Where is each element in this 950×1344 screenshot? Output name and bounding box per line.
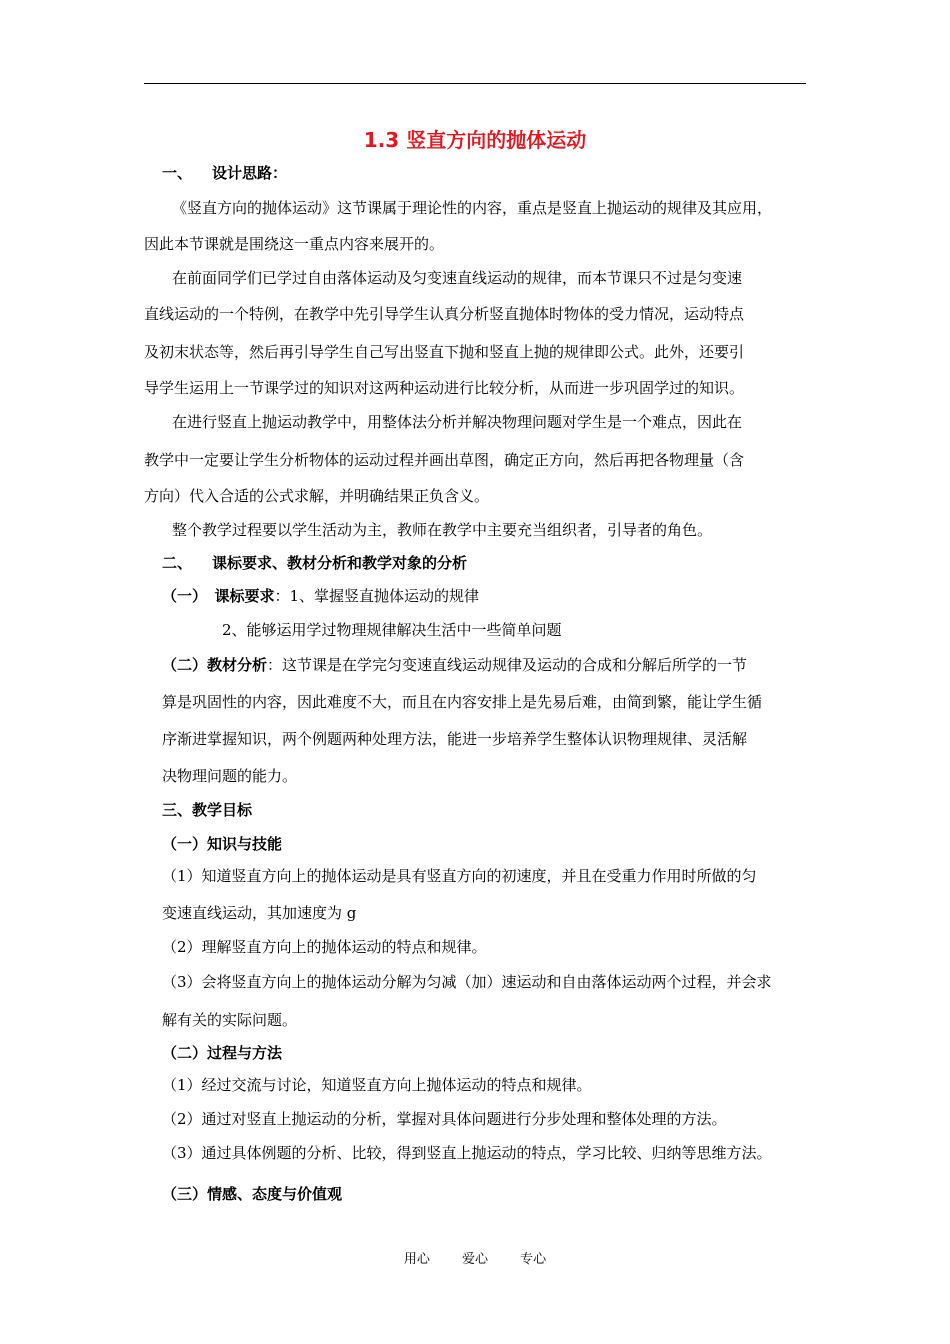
curriculum-requirements [162, 586, 479, 606]
paragraph-line: 方向）代入合适的公式求解，并明确结果正负含义。 [144, 487, 490, 505]
subsection-process: （二）过程与方法 [162, 1044, 283, 1062]
analysis-label: （二）教材分析 [162, 656, 268, 674]
section-3-heading: 三、教学目标 [162, 801, 253, 819]
textbook-analysis [162, 655, 747, 675]
paragraph-line: 决物理问题的能力。 [162, 767, 298, 785]
paragraph-line: 导学生运用上一节课学过的知识对这两种运动进行比较分析，从而进一步巩固学过的知识。 [144, 379, 745, 397]
paragraph-line: ：这节课是在学完匀变速直线运动规律及运动的合成和分解后所学的一节 [267, 656, 748, 674]
paragraph-line: 在进行竖直上抛运动教学中，用整体法分析并解决物理问题对学生是一个难点，因此在 [172, 413, 743, 431]
paragraph-line: （3）会将竖直方向上的抛体运动分解为匀减（加）速运动和自由落体运动两个过程，并会求 [162, 973, 772, 991]
requirement-1: ：1、掌握竖直抛体运动的规律 [274, 587, 480, 605]
section-2-heading: 课标要求、教材分析和教学对象的分析 [212, 554, 468, 572]
paragraph-line: 因此本节课就是围绕这一重点内容来展开的。 [144, 235, 445, 253]
page-title: 1.3 竖直方向的抛体运动 [363, 128, 587, 152]
paragraph-line: 变速直线运动，其加速度为 g [162, 904, 357, 922]
section-2-number: 二、 [162, 554, 193, 572]
paragraph-line: 直线运动的一个特例，在教学中先引导学生认真分析竖直抛体时物体的受力情况，运动特点 [144, 305, 745, 323]
paragraph-line: （2）通过对竖直上抛运动的分析，掌握对具体问题进行分步处理和整体处理的方法。 [162, 1110, 727, 1128]
paragraph-line: 及初末状态等，然后再引导学生自己写出竖直下抛和竖直上抛的规律即公式。此外，还要引 [144, 343, 745, 361]
subsection-attitude: （三）情感、态度与价值观 [162, 1185, 343, 1203]
footer-text: 专心 [520, 1252, 547, 1267]
requirements-label: （一） 课标要求 [162, 587, 275, 605]
paragraph-line: （1）经过交流与讨论，知道竖直方向上抛体运动的特点和规律。 [162, 1076, 592, 1094]
header-rule [144, 83, 806, 84]
paragraph-line: （2）理解竖直方向上的抛体运动的特点和规律。 [162, 938, 487, 956]
paragraph-line: （1）知道竖直方向上的抛体运动是具有竖直方向的初速度，并且在受重力作用时所做的匀 [162, 867, 757, 885]
page-footer [0, 1248, 950, 1267]
footer-text: 用心 [403, 1252, 430, 1267]
section-1-heading: 设计思路： [212, 164, 288, 182]
paragraph-line: 整个教学过程要以学生活动为主，教师在教学中主要充当组织者，引导者的角色。 [172, 521, 713, 539]
paragraph-line: 教学中一定要让学生分析物体的运动过程并画出草图，确定正方向，然后再把各物理量（含 [144, 451, 745, 469]
section-1-number: 一、 [162, 164, 193, 182]
paragraph-line: 序渐进掌握知识，两个例题两种处理方法，能进一步培养学生整体认识物理规律、灵活解 [162, 730, 748, 748]
paragraph-line: （3）通过具体例题的分析、比较，得到竖直上抛运动的特点，学习比较、归纳等思维方法。 [162, 1144, 772, 1162]
subsection-knowledge: （一）知识与技能 [162, 835, 283, 853]
paragraph-line: 解有关的实际问题。 [162, 1011, 298, 1029]
paragraph-line: 《竖直方向的抛体运动》这节课属于理论性的内容，重点是竖直上抛运动的规律及其应用， [172, 199, 773, 217]
paragraph-line: 在前面同学们已学过自由落体运动及匀变速直线运动的规律，而本节课只不过是匀变速 [172, 269, 743, 287]
requirement-2: 2、能够运用学过物理规律解决生活中一些简单问题 [222, 621, 562, 639]
paragraph-line: 算是巩固性的内容，因此难度不大，而且在内容安排上是先易后难，由简到繁，能让学生循 [162, 693, 763, 711]
footer-text: 爱心 [461, 1252, 488, 1267]
